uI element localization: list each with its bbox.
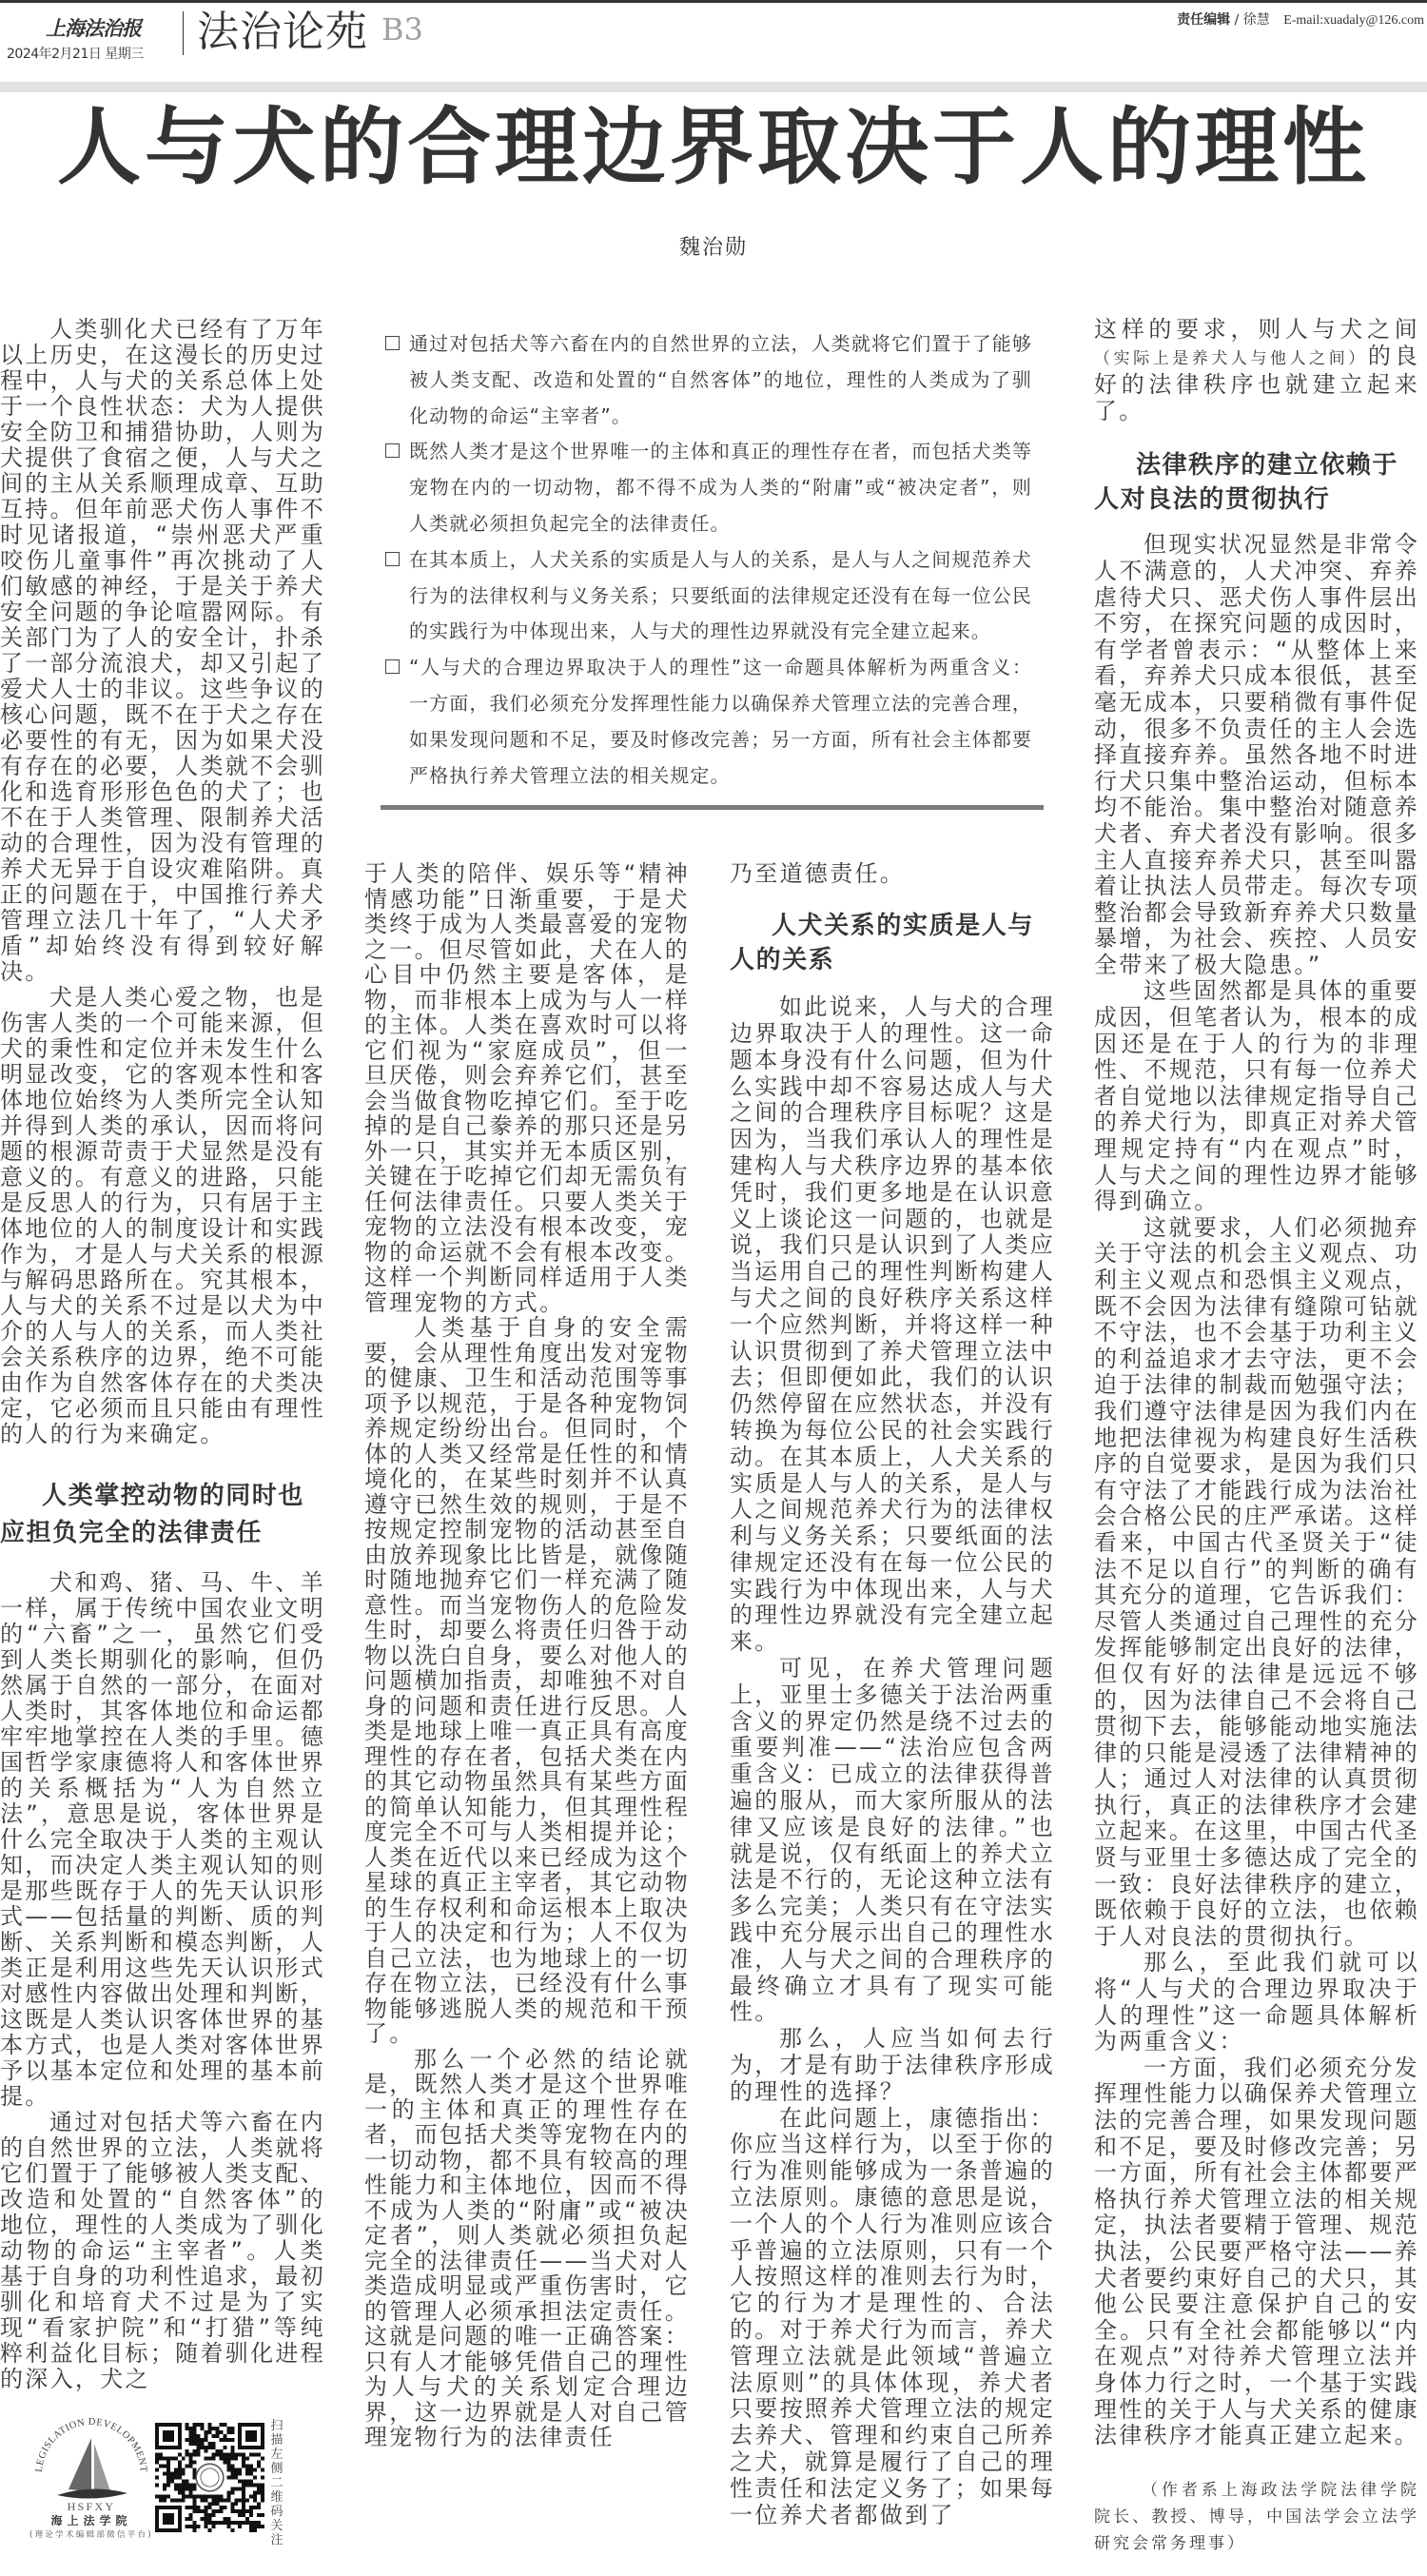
- top-rule: [0, 0, 1427, 3]
- editor-label: 责任编辑: [1177, 12, 1231, 28]
- header-divider: [183, 11, 184, 55]
- highlight-text: “人与犬的合理边界取决于人的理性”这一命题具体解析为两重含义：一方面，我们必须充分发挥理性能力以确保养犬管理立法的完善合理，如果发现问题和不足，要及时修改完善；另一方面，所有社会主体都要严格执行养犬管理立法的相关规定。: [409, 656, 1032, 787]
- author-bio-note: （作者系上海政法学院法律学院院长、教授、博导，中国法学会立法学研究会常务理事）: [1094, 2480, 1419, 2553]
- wave-icon: [57, 2488, 127, 2498]
- paragraph: 但现实状况显然是非常令人不满意的，人犬冲突、弃养虐待犬只、恶犬伤人事件层出不穷，在探究问题的成因时，有学者曾表示：“从整体上来看，弃养犬只成本很低，甚至毫无成本，只要稍微有事件促动，很多不负责任的主人会选择直接弃养。虽然各地不时进行犬只集中整治运动，但标本均不能治。集中整治对随意养犬者、弃犬者没有影响。很多主人直接弃养犬只，甚至叫嚣着让执法人员带走。每次专项整治都会导致新弃养犬只数量暴增，为社会、疾控、人员安全带来了极大隐患。”: [1094, 531, 1419, 978]
- paragraph: 人类驯化犬已经有了万年以上历史，在这漫长的历史过程中，人与犬的关系总体上处于一个良性状态：犬为人提供安全防卫和捕猎协助，人则为犬提供了食宿之便，人与犬之间的主从关系顺理成章、互助互持。但年前恶犬伤人事件不时见诸报道，“崇州恶犬严重咬伤儿童事件”再次挑动了人们敏感的神经，于是关于养犬安全问题的争论喧嚣网际。有关部门为了人的安全计，扑杀了一部分流浪犬，却又引起了爱犬人士的非议。这些争议的核心问题，既不在于犬之存在必要性的有无，因为如果犬没有存在的必要，人类就不会驯化和选育形形色色的犬了；也不在于人类管理、限制养犬活动的合理性，因为没有管理的养犬无异于自设灾难陷阱。真正的问题在于，中国推行养犬管理立法几十年了，“人犬矛盾”却始终没有得到较好解决。: [0, 316, 325, 985]
- square-bullet-icon: [381, 650, 409, 794]
- paragraph: 那么一个必然的结论就是，既然人类才是这个世界唯一的主体和真正的理性存在者，而包括犬类等宠物在内的一切动物，都不具有较高的理性能力和主体地位，因而不得不成为人类的“附庸”或“被决定者”，则人类就必须担负起完全的法律责任——当犬对人类造成明显或严重伤害时，它的管理人必须承担法定责任。这就是问题的唯一正确答案：只有人才能够凭借自己的理性为人与犬的关系划定合理边界，这一边界就是人对自己管理宠物行为的法律责任: [364, 2045, 690, 2451]
- paragraph: 于人类的陪伴、娱乐等“精神情感功能”日渐重要，于是犬类终于成为人类最喜爱的宠物之一。但尽管如此，犬在人的心目中仍然主要是客体，是物，而非根本上成为与人一样的主体。人类在喜欢时可以将它们视为“家庭成员”，但一旦厌倦，则会弃养它们，甚至会当做食物吃掉它们。至于吃掉的是自己豢养的那只还是另外一只，其实并无本质区别，关键在于吃掉它们却无需负有任何法律责任。只要人类关于宠物的立法没有根本改变，宠物的命运就不会有根本改变。这样一个判断同样适用于人类管理宠物的方式。: [364, 860, 690, 1316]
- editor-email: E-mail:xuadaly@126.com: [1283, 13, 1424, 28]
- paragraph: 这就要求，人们必须抛弃关于守法的机会主义观点、功利主义观点和恐惧主义观点，既不会因为法律有缝隙可钻就不守法，也不会基于功利主义的利益追求才去守法，更不会迫于法律的制裁而勉强守法；我们遵守法律是因为我们内在地把法律视为构建良好生活秩序的自觉要求，是因为我们只有守法了才能践行成为法治社会合格公民的庄严承诺。这样看来，中国古代圣贤关于“徒法不足以自行”的判断的确有其充分的道理，它告诉我们：尽管人类通过自己理性的充分发挥能够制定出良好的法律，但仅有好的法律是远远不够的，因为法律自己不会将自己贯彻下去，能够能动地实施法律的只能是浸透了法律精神的人；通过人对法律的认真贯彻执行，真正的法律秩序才会建立起来。在这里，中国古代圣贤与亚里士多德达成了完全的一致：良好法律秩序的建立，既依赖于良好的立法，也依赖于人对良法的贯彻执行。: [1094, 1213, 1419, 1950]
- middle-columns: [364, 317, 1054, 2528]
- square-bullet-icon: [381, 434, 409, 541]
- header-band: [0, 82, 1427, 92]
- article-column-2: [364, 861, 690, 2450]
- square-bullet-icon: [381, 326, 409, 434]
- hsfxy-logo: [29, 2415, 154, 2539]
- article-author: 魏治勋: [678, 236, 748, 260]
- article-column-3: [730, 861, 1055, 2528]
- qr-code-icon[interactable]: [155, 2423, 264, 2532]
- square-bullet-icon: [381, 542, 409, 650]
- highlights-box: [381, 326, 1044, 794]
- sail-icon: [68, 2438, 91, 2491]
- columns-2-3: [364, 861, 1054, 2528]
- paragraph: 可见，在养犬管理问题上，亚里士多德关于法治两重含义的界定仍然是绕不过去的重要判准——“法治应包含两重含义：已成立的法律获得普遍的服从，而大家所服从的法律又应该是良好的法律。”也就是说，仅有纸面上的养犬立法是不行的，无论这种立法有多么完美；人类只有在守法实践中充分展示出自己的理性水准，人与犬之间的合理秩序的最终确立才具有了现实可能性。: [730, 1655, 1055, 2026]
- subheading: 法律秩序的建立依赖于人对良法的贯彻执行: [1094, 451, 1399, 515]
- highlight-text: 既然人类才是这个世界唯一的主体和真正的理性存在者，而包括犬类等宠物在内的一切动物，都不得不成为人类的“附庸”或“被决定者”，则人类就必须担负起完全的法律责任。: [409, 440, 1032, 535]
- paragraph: 在此问题上，康德指出：你应当这样行为，以至于你的行为准则能够成为一条普遍的立法原则。康德的意思是说，一个人的个人行为准则应该合乎普遍的立法原则，只有一个人按照这样的准则去行为时，它的行为才是理性的、合法的。对于养犬行为而言，养犬管理立法就是此领域“普遍立法原则”的具体体现，养犬者只要按照养犬管理立法的规定去养犬、管理和约束自己所养之犬，就算是履行了自己的理性责任和法定义务了；如果每一位养犬者都做到了: [730, 2104, 1055, 2528]
- highlight-item: [381, 650, 1044, 794]
- subheading: 人犬关系的实质是人与人的关系: [730, 912, 1035, 975]
- article-column-4: [1094, 317, 1419, 2557]
- logo-abbr: HSFXY: [67, 2500, 116, 2513]
- section-title: 法治论苑: [197, 8, 368, 56]
- wechat-promo: [29, 2415, 325, 2547]
- logo-name: 海上法学院: [50, 2514, 132, 2527]
- sail-icon-back: [94, 2444, 110, 2491]
- paragraph: 通过对包括犬等六畜在内的自然世界的立法，人类就将它们置于了能够被人类支配、改造和处置的“自然客体”的地位，理性的人类成为了驯化动物的命运“主宰者”。人类基于自身的功利性追求，最初驯化和培育犬不过是为了实现“看家护院”和“打猎”等纯粹利益化目标；随着驯化进程的深入，犬之: [0, 2109, 325, 2392]
- parenthetical-note: （实际上是养犬人与他人之间）: [1094, 348, 1368, 368]
- article-column-1: [0, 317, 325, 2547]
- highlight-item: [381, 434, 1044, 541]
- paragraph: 那么，至此我们就可以将“人与犬的合理边界取决于人的理性”这一命题具体解析为两重含义：: [1094, 1949, 1419, 2055]
- newspaper-masthead-logo: 上海法治报: [46, 16, 141, 40]
- paragraph: 犬是人类心爱之物，也是伤害人类的一个可能来源，但犬的秉性和定位并未发生什么明显改变，它的客观本性和客体地位始终为人类所完全认知并得到人类的承认，因而将问题的根源苛责于犬显然是没有意义的。有意义的进路，只能是反思人的行为，只有居于主体地位的人的制度设计和实践作为，才是人与犬关系的根源与解码思路所在。究其根本，人与犬的关系不过是以犬为中介的人与人的关系，而人类社会关系秩序的边界，绝不可能由作为自然客体存在的犬类决定，它必须而且只能由有理性的人的行为来确定。: [0, 984, 325, 1447]
- highlights-bottom-rule: [381, 805, 1044, 810]
- highlight-item: [381, 542, 1044, 650]
- highlight-text: 通过对包括犬等六畜在内的自然世界的立法，人类就将它们置于了能够被人类支配、改造和处置的“自然客体”的地位，理性的人类成为了驯化动物的命运“主宰者”。: [409, 332, 1032, 427]
- subheading: 人类掌控动物的同时也应担负完全的法律责任: [0, 1482, 305, 1547]
- logo-arc-text: LEGISLATION DEVELOPMENT: [33, 2416, 149, 2473]
- logo-caption: (理论学术编辑部微信平台): [29, 2530, 154, 2539]
- scan-qr-instruction: 扫描左侧二维码关注: [270, 2419, 283, 2547]
- paragraph: 如此说来，人与犬的合理边界取决于人的理性。这一命题本身没有什么问题，但为什么实践中却不容易达成人与犬之间的合理秩序目标呢？这是因为，当我们承认人的理性是建构人与犬秩序边界的基本依凭时，我们更多地是在认识意义上谈论这一问题的，也就是说，我们只是认识到了人类应当运用自己的理性判断构建人与犬之间的良好秩序关系这样一个应然判断，并将这样一种认识贯彻到了养犬管理立法中去；但即便如此，我们的认识仍然停留在应然状态，并没有转换为每位公民的社会实践行动。在其本质上，人犬关系的实质是人与人的关系，是人与人之间规范养犬行为的法律权利与义务关系；只要纸面的法律规定还没有在每一位公民的实践行为中体现出来，人与犬的理性边界就没有完全建立起来。: [730, 993, 1055, 1656]
- article-body: [0, 317, 1427, 2576]
- editor-credit: [1177, 10, 1424, 29]
- paragraph: [1094, 317, 1419, 424]
- text-run: 这样的要求，则人与犬之间: [1094, 316, 1419, 343]
- section-header: [197, 8, 423, 57]
- issue-date: 2024年2月21日 星期三: [7, 47, 144, 62]
- page-number: B3: [381, 11, 423, 48]
- highlight-item: [381, 326, 1044, 434]
- paragraph: 乃至道德责任。: [730, 860, 906, 888]
- paragraph: 犬和鸡、猪、马、牛、羊一样，属于传统中国农业文明的“六畜”之一，虽然它们受到人类长期驯化的影响，但仍然属于自然的一部分，在面对人类时，其客体地位和命运都牢牢地掌控在人类的手里。德国哲学家康德将人和客体世界的关系概括为“人为自然立法”，意思是说，客体世界是什么完全取决于人类的主观认知，而决定人类主观认知的则是那些既存于人的先天认识形式——包括量的判断、质的判断、关系判断和模态判断，人类正是利用这些先天认识形式对感性内容做出处理和判断，这既是人类认识客体世界的基本方式，也是人类对客体世界予以基本定位和处理的基本前提。: [0, 1569, 325, 2110]
- article-title: 人与犬的合理边界取决于人的理性: [56, 97, 1370, 196]
- paragraph: 那么，人应当如何去行为，才是有助于法律秩序形成的理性的选择？: [730, 2025, 1055, 2105]
- paragraph: 人类基于自身的安全需要，会从理性角度出发对宠物的健康、卫生和活动范围等事项予以规范，于是各种宠物饲养规定纷纷出台。但同时，个体的人类又经常是任性的和情境化的，在某些时刻并不认真遵守已然生效的规则，于是不按规定控制宠物的活动甚至自由放养现象比比皆是，就像随时随地抛弃它们一样充满了随意性。而当宠物伤人的危险发生时，却要么将责任归咎于动物以洗白自身，要么对他人的问题横加指责，却唯独不对自身的问题和责任进行反思。人类是地球上唯一真正具有高度理性的存在者，包括犬类在内的其它动物虽然具有某些方面的简单认知能力，但其理性程度完全不可与人类相提并论；人类在近代以来已经成为这个星球的真正主宰者，其它动物的生存权利和命运根本上取决于人的决定和行为；人不仅为自己立法，也为地球上的一切存在物立法，已经没有什么事物能够逃脱人类的规范和干预了。: [364, 1314, 690, 2048]
- paragraph: 一方面，我们必须充分发挥理性能力以确保养犬管理立法的完善合理，如果发现问题和不足，要及时修改完善；另一方面，所有社会主体都要严格执行养犬管理立法的相关规定，执法者要精于管理、规范执法，公民要严格守法——养犬者要约束好自己的犬只，其他公民要注意保护自己的安全。只有全社会都能够以“内在观点”对待养犬管理立法并身体力行之时，一个基于实践理性的关于人与犬关系的健康法律秩序才能真正建立起来。: [1094, 2054, 1419, 2449]
- paragraph: 这些固然都是具体的重要成因，但笔者认为，根本的成因还是在于人的行为的非理性、不规范，只有每一位养犬者自觉地以法律规定指导自己的养犬行为，即真正对养犬管理规定持有“内在观点”时，人与犬之间的理性边界才能够得到确立。: [1094, 977, 1419, 1215]
- text-run: 的良好的法律秩序也就建立起来了。: [1094, 342, 1420, 424]
- highlight-text: 在其本质上，人犬关系的实质是人与人的关系，是人与人之间规范养犬行为的法律权利与义务关系；只要纸面的法律规定还没有在每一位公民的实践行为中体现出来，人与犬的理性边界就没有完全建立起来。: [409, 547, 1032, 643]
- editor-name: / 徐慧: [1234, 12, 1270, 28]
